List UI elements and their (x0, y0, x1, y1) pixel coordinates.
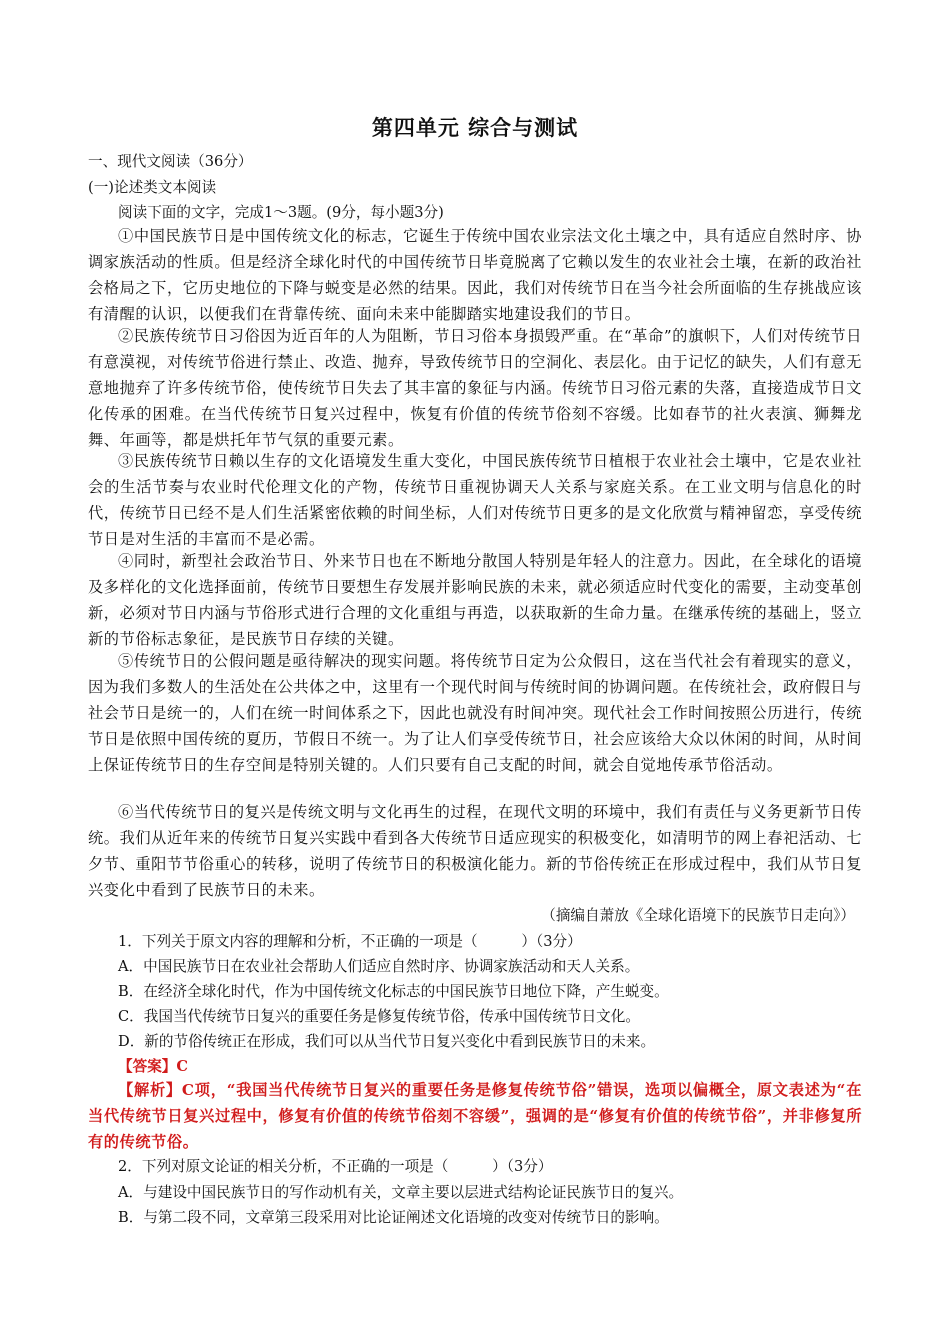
question-1-analysis: 【解析】C项，“我国当代传统节日复兴的重要任务是修复传统节俗”错误，选项以偏概全，原文表述为“在当代传统节日复兴过程中，修复有价值的传统节俗刻不容缓”，强调的是“修复有价值的传统节俗”，并非修复所有的传统节俗。 (88, 1081, 862, 1151)
paragraph-5: ⑤传统节日的公假问题是亟待解决的现实问题。将传统节日定为公众假日，这在当代社会有着现实的意义，因为我们多数人的生活处在公共体之中，这里有一个现代时间与传统时间的协调问题。在传统社会，政府假日与社会节日是统一的，人们在统一时间体系之下，因此也就没有时间冲突。现代社会工作时间按照公历进行，传统节日是依照中国传统的夏历，节假日不统一。为了让人们享受传统节日，社会应该给大众以休闲的时间，从时间上保证传统节日的生存空间是特别关键的。人们只要有自己支配的时间，就会自觉地传承节俗活动。 (88, 652, 862, 774)
paragraph-2: ②民族传统节日习俗因为近百年的人为阻断，节日习俗本身损毁严重。在“革命”的旗帜下，人们对传统节日有意漠视，对传统节俗进行禁止、改造、抛弃，导致传统节日的空洞化、表层化。由于记忆的缺失，人们有意无意地抛弃了许多传统节俗，使传统节日失去了其丰富的象征与内涵。传统节日习俗元素的失落，直接造成节日文化传承的困难。在当代传统节日复兴过程中，恢复有价值的传统节俗刻不容缓。比如春节的社火表演、狮舞龙舞、年画等，都是烘托年节气氛的重要元素。 (88, 327, 862, 449)
question-2-option-a: A．与建设中国民族节日的写作动机有关，文章主要以层进式结构论证民族节日的复兴。 (118, 1184, 684, 1201)
question-2-stem: 2．下列对原文论证的相关分析，不正确的一项是（ ）（3分） (118, 1158, 553, 1175)
subsection-heading: (一)论述类文本阅读 (88, 179, 217, 196)
section-heading: 一、现代文阅读（36分） (88, 153, 253, 170)
paragraph-1: ①中国民族节日是中国传统文化的标志，它诞生于传统中国农业宗法文化土壤之中，具有适应自然时序、协调家族活动的性质。但是经济全球化时代的中国传统节日毕竟脱离了它赖以发生的农业社会土壤，在新的政治社会格局之下，它历史地位的下降与蜕变是必然的结果。因此，我们对传统节日在当今社会所面临的生存挑战应该有清醒的认识，以便我们在背靠传统、面向未来中能脚踏实地建设我们的节日。 (88, 227, 862, 323)
question-2-option-b: B．与第二段不同，文章第三段采用对比论证阐述文化语境的改变对传统节日的影响。 (118, 1209, 669, 1226)
question-1-option-d: D．新的节俗传统正在形成，我们可以从当代节日复兴变化中看到民族节日的未来。 (118, 1033, 656, 1050)
source-citation: （摘编自萧放《全球化语境下的民族节日走向》） (541, 907, 855, 924)
question-1-answer: 【答案】C (118, 1058, 188, 1075)
question-1-option-c: C．我国当代传统节日复兴的重要任务是修复传统节俗，传承中国传统节日文化。 (118, 1008, 640, 1025)
paragraph-6: ⑥当代传统节日的复兴是传统文明与文化再生的过程，在现代文明的环境中，我们有责任与义务更新节日传统。我们从近年来的传统节日复兴实践中看到各大传统节日适应现实的积极变化，如清明节的网上春祀活动、七夕节、重阳节节俗重心的转移，说明了传统节日的积极演化能力。新的节俗传统正在形成过程中，我们从节日复兴变化中看到了民族节日的未来。 (88, 803, 862, 899)
reading-instruction: 阅读下面的文字，完成1～3题。(9分，每小题3分) (118, 204, 444, 221)
paragraph-3: ③民族传统节日赖以生存的文化语境发生重大变化，中国民族传统节日植根于农业社会土壤中，它是农业社会的生活节奏与农业时代伦理文化的产物，传统节日重视协调天人关系与家庭关系。在工业文明与信息化的时代，传统节日已经不是人们生活紧密依赖的时间坐标，人们对传统节日更多的是文化欣赏与精神留恋，享受传统节日是对生活的丰富而不是必需。 (88, 452, 862, 548)
question-1-option-b: B．在经济全球化时代，作为中国传统文化标志的中国民族节日地位下降，产生蜕变。 (118, 983, 669, 1000)
paragraph-4: ④同时，新型社会政治节日、外来节日也在不断地分散国人特别是年轻人的注意力。因此，在全球化的语境及多样化的文化选择面前，传统节日要想生存发展并影响民族的未来，就必须适应时代变化的需要，主动变革创新，必须对节日内涵与节俗形式进行合理的文化重组与再造，以获取新的生命力量。在继承传统的基础上，竖立新的节俗标志象征，是民族节日存续的关键。 (88, 552, 862, 648)
question-1-option-a: A．中国民族节日在农业社会帮助人们适应自然时序、协调家族活动和天人关系。 (118, 958, 640, 975)
page-title: 第四单元 综合与测试 (371, 115, 579, 140)
question-1-stem: 1．下列关于原文内容的理解和分析，不正确的一项是（ ）（3分） (118, 933, 582, 950)
